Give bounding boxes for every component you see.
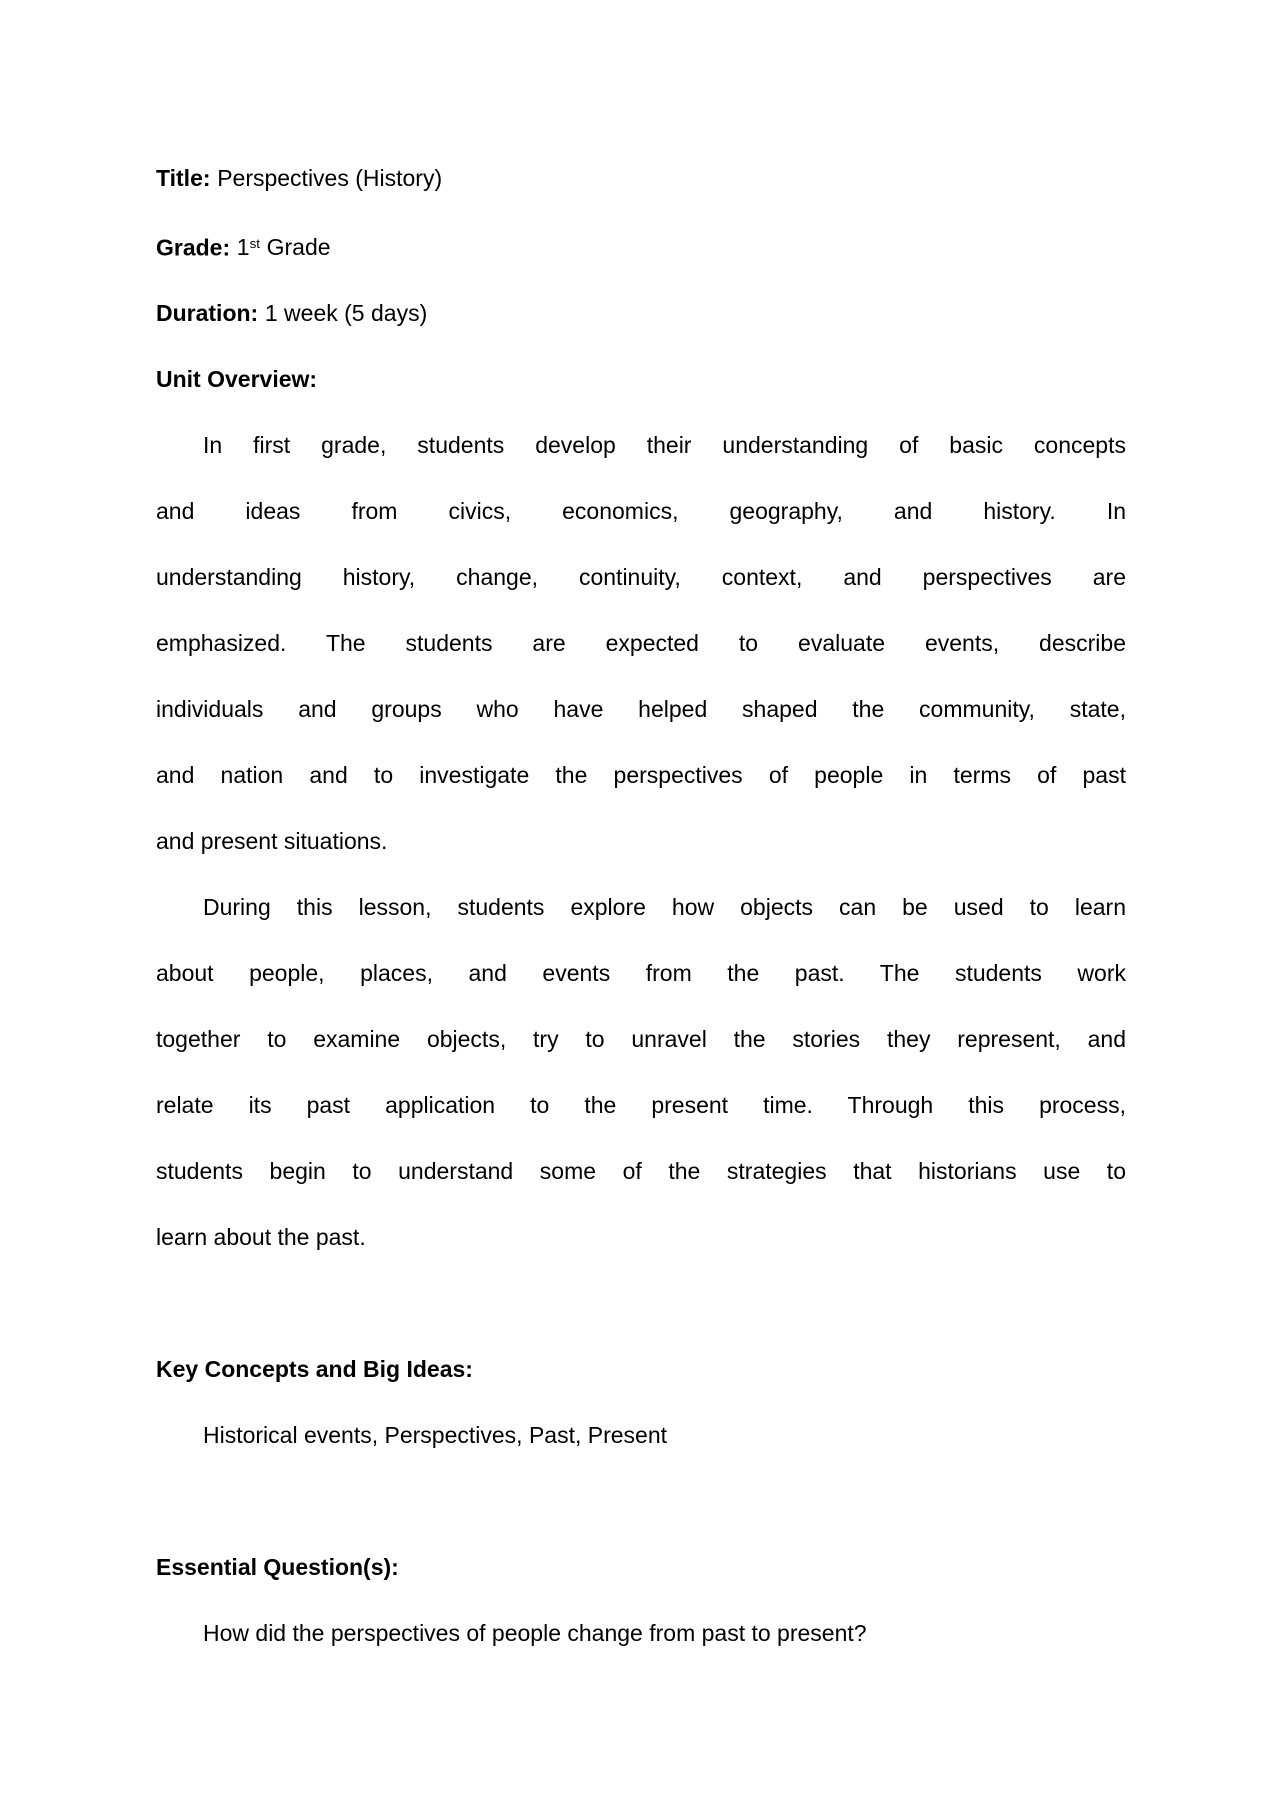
key-concepts-heading: Key Concepts and Big Ideas: [156,1356,473,1383]
unit-overview-heading: Unit Overview: [156,366,318,393]
paragraph-line: In first grade, students develop their understanding of basic concepts [203,432,1126,459]
duration-value: 1 week (5 days) [264,300,428,327]
unit-overview-paragraph-2 [156,874,1126,1270]
grade-row [156,211,1126,280]
paragraph-line: about people, places, and events from the past. The students work [156,960,1126,987]
essential-questions-heading: Essential Question(s): [156,1554,399,1581]
paragraph-line: During this lesson, students explore how objects can be used to learn [203,894,1126,921]
unit-overview-paragraph-1 [156,412,1126,874]
title-value: Perspectives (History) [217,165,443,191]
paragraph-line: and ideas from civics, economics, geography, and history. In [156,498,1126,525]
duration-row [156,280,1126,346]
title-label: Title: [156,165,211,191]
essential-question-text: How did the perspectives of people change from past to present? [203,1620,867,1647]
paragraph-line: and present situations. [156,828,388,855]
grade-label: Grade: [156,234,231,261]
key-concepts-text: Historical events, Perspectives, Past, Present [203,1422,668,1449]
paragraph-line: students begin to understand some of the strategies that historians use to [156,1158,1126,1185]
title-row [156,145,1126,211]
paragraph-line: relate its past application to the present time. Through this process, [156,1092,1126,1119]
paragraph-line: emphasized. The students are expected to evaluate events, describe [156,630,1126,657]
paragraph-line: together to examine objects, try to unravel the stories they represent, and [156,1026,1126,1053]
paragraph-line: understanding history, change, continuity, context, and perspectives are [156,564,1126,591]
grade-ordinal-superscript: st [249,236,260,251]
paragraph-line: individuals and groups who have helped shaped the community, state, [156,696,1126,723]
grade-suffix: Grade [266,234,331,261]
paragraph-line: and nation and to investigate the perspectives of people in terms of past [156,762,1126,789]
paragraph-line: learn about the past. [156,1224,366,1251]
grade-number: 1 [236,234,250,261]
duration-label: Duration: [156,300,259,327]
